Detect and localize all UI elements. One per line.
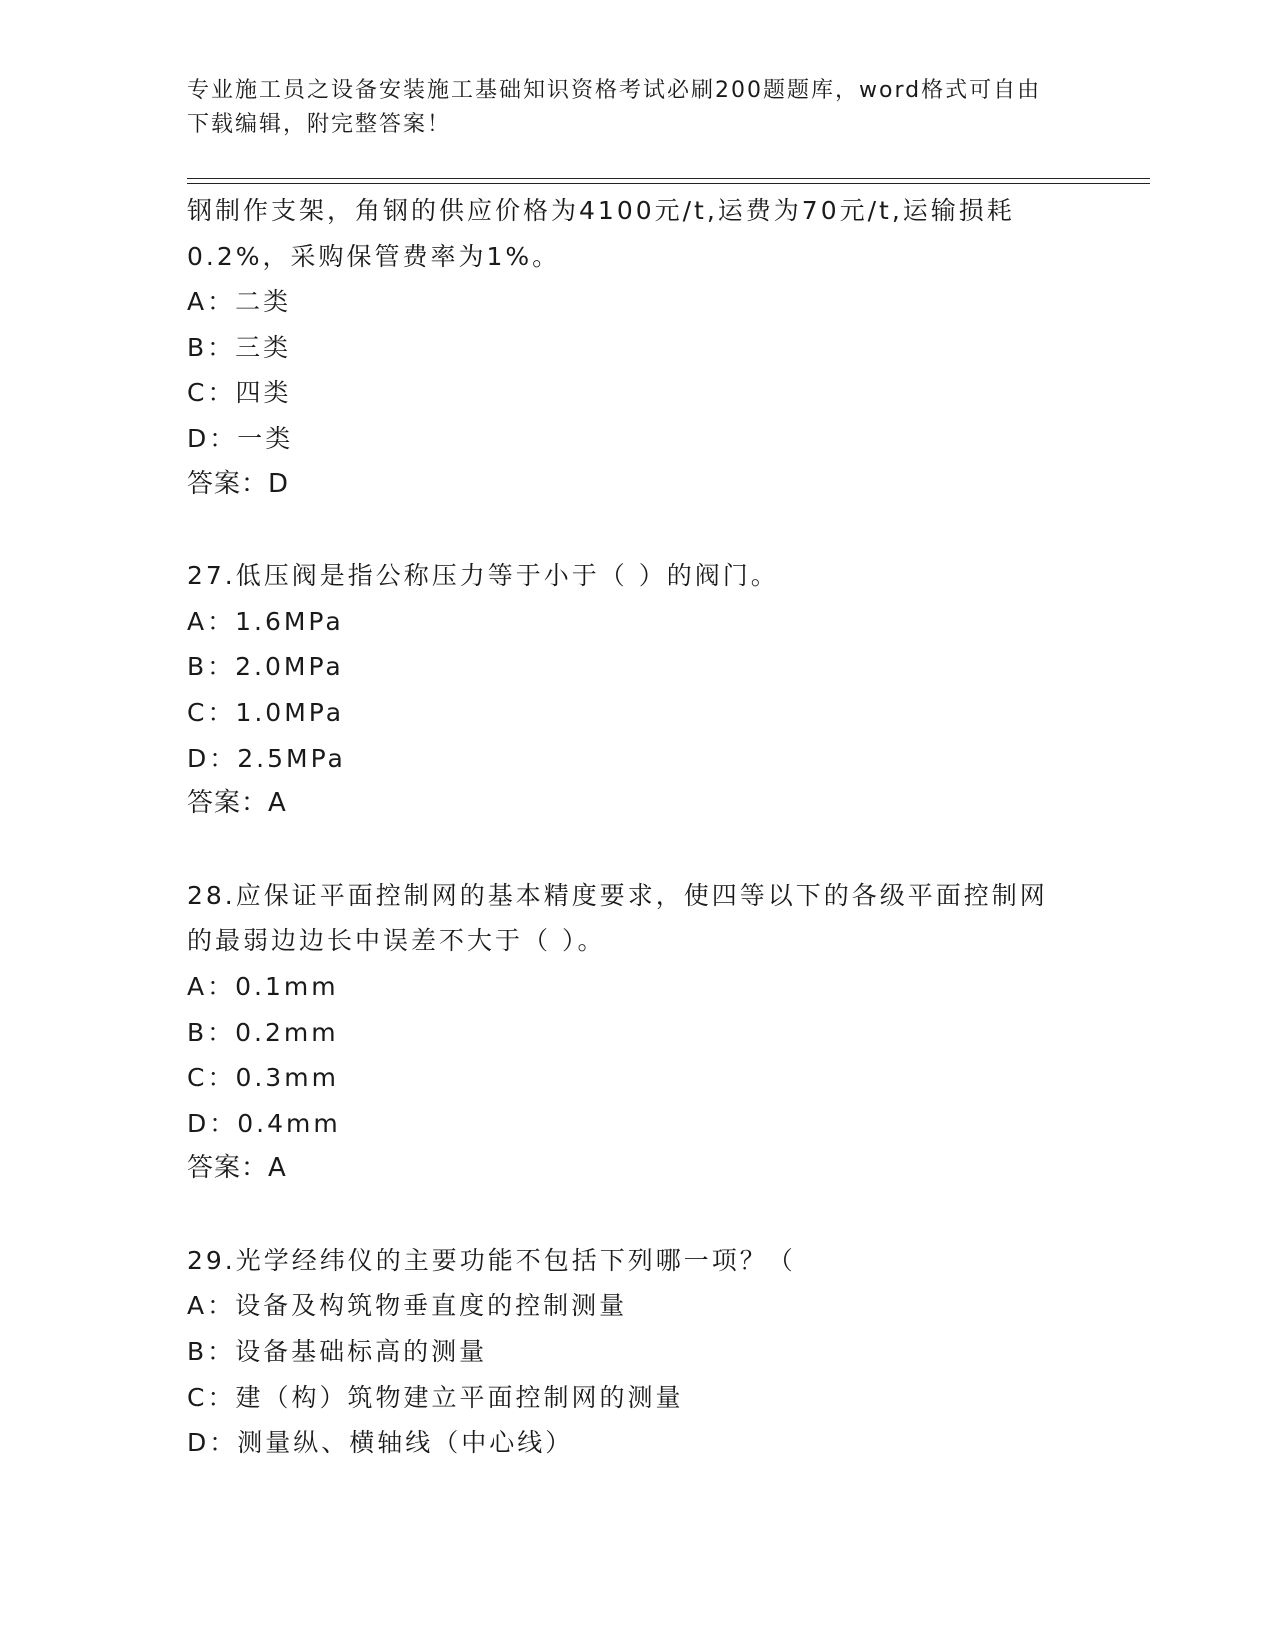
option-d: D：测量纵、横轴线（中心线） [187, 1428, 574, 1458]
header-divider-top [187, 178, 1150, 179]
question-stem: 的最弱边边长中误差不大于（ ）。 [187, 926, 606, 956]
header-title-line-1: 专业施工员之设备安装施工基础知识资格考试必刷200题题库，word格式可自由 [187, 78, 1042, 103]
question-list [187, 188, 1087, 1466]
answer-line: 答案：A [187, 788, 287, 819]
header-title-line-2: 下载编辑，附完整答案！ [187, 112, 452, 137]
option-d: D：2.5MPa [187, 743, 346, 773]
option-a: A：0.1mm [187, 971, 339, 1001]
option-d: D：一类 [187, 423, 294, 453]
question-block [187, 1238, 1087, 1466]
option-b: B：0.2mm [187, 1017, 339, 1047]
spacer [187, 1192, 1087, 1238]
answer-line: 答案：A [187, 1153, 287, 1184]
option-a: A：1.6MPa [187, 606, 344, 636]
option-c: C：建（构）筑物建立平面控制网的测量 [187, 1382, 684, 1412]
question-stem: 29.光学经纬仪的主要功能不包括下列哪一项？（ [187, 1245, 796, 1275]
question-block [187, 188, 1087, 507]
spacer [187, 827, 1087, 873]
option-d: D：0.4mm [187, 1108, 341, 1138]
answer-line: 答案：D [187, 468, 290, 499]
spacer [187, 507, 1087, 553]
question-block [187, 873, 1087, 1192]
option-c: C：四类 [187, 378, 292, 408]
question-stem: 钢制作支架，角钢的供应价格为4100元/t,运费为70元/t,运输损耗 [187, 196, 1015, 225]
option-b: B：三类 [187, 332, 292, 362]
option-c: C：1.0MPa [187, 697, 345, 727]
question-stem: 28.应保证平面控制网的基本精度要求，使四等以下的各级平面控制网 [187, 880, 1048, 910]
option-a: A：二类 [187, 287, 292, 317]
question-stem: 0.2%，采购保管费率为1%。 [187, 241, 561, 271]
option-a: A：设备及构筑物垂直度的控制测量 [187, 1291, 628, 1321]
option-b: B：2.0MPa [187, 652, 344, 682]
question-block [187, 553, 1087, 827]
option-c: C：0.3mm [187, 1063, 339, 1093]
header-divider-bottom [187, 183, 1150, 184]
option-b: B：设备基础标高的测量 [187, 1337, 488, 1367]
document-header [187, 74, 1087, 142]
question-stem: 27.低压阀是指公称压力等于小于（ ）的阀门。 [187, 561, 779, 591]
